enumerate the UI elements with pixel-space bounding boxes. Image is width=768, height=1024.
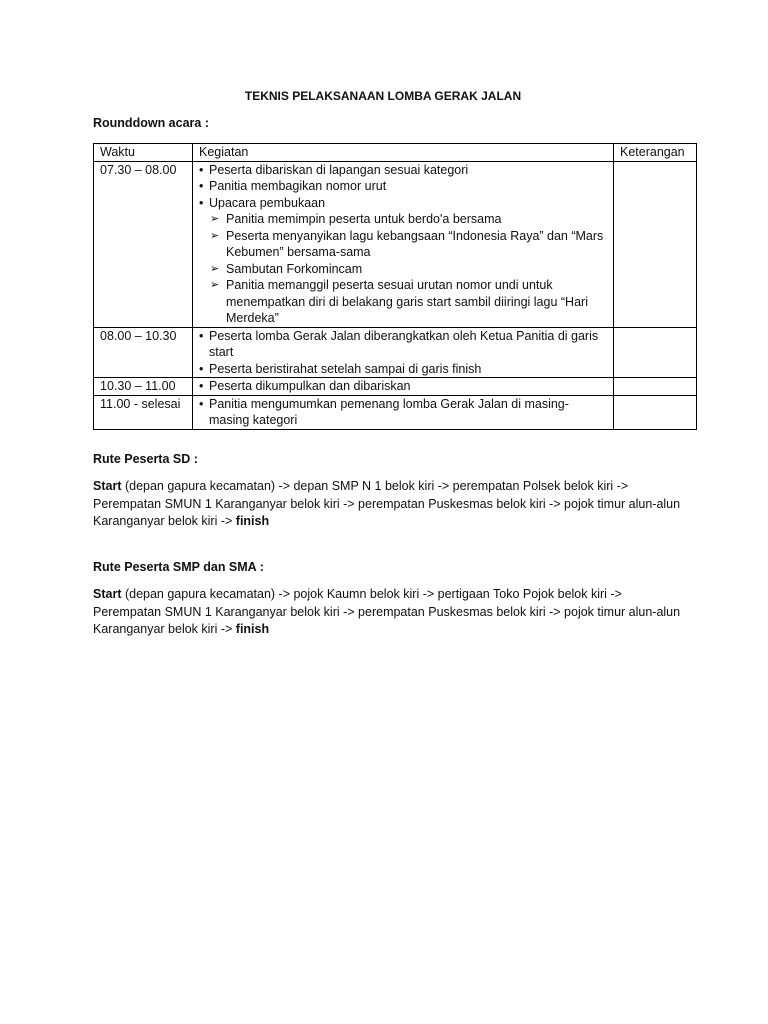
activity-item: • Peserta dibariskan di lapangan sesuai kategori [199, 162, 607, 179]
route-start-label: Start [93, 587, 122, 601]
activity-cell [193, 161, 614, 327]
table-row [94, 395, 697, 429]
route-finish-label: finish [235, 514, 270, 528]
note-cell [614, 161, 697, 327]
time-cell: 10.30 – 11.00 [94, 378, 193, 396]
sub-activity-item: ➢ Peserta menyanyikan lagu kebangsaan “Indonesia Raya” dan “Mars Kebumen” bersama-sama [199, 228, 607, 261]
activity-item [199, 195, 607, 212]
header-waktu: Waktu [94, 144, 193, 162]
route-start-label: Start [93, 479, 122, 493]
note-cell [614, 395, 697, 429]
activity-item: • Peserta dikumpulkan dan dibariskan [199, 378, 607, 395]
table-header-row [94, 144, 697, 162]
activity-item: • Peserta beristirahat setelah sampai di garis finish [199, 361, 607, 378]
route-sd-text [93, 478, 683, 531]
activity-cell [193, 395, 614, 429]
header-kegiatan: Kegiatan [193, 144, 614, 162]
sub-activity-item: ➢ Sambutan Forkomincam [199, 261, 607, 278]
activity-item: • Panitia membagikan nomor urut [199, 178, 607, 195]
route-description: (depan gapura kecamatan) -> depan SMP N 1 belok kiri -> perempatan Polsek belok kiri -> Perempatan SMUN 1 Karanganyar belok kiri -> perempatan Puskesmas belok kiri -> pojok timur alun-alun Karanganyar belok kiri -> [93, 479, 681, 528]
activity-item-text: Upacara pembukaan [209, 195, 326, 210]
table-row [94, 161, 697, 327]
rundown-label: Rounddown acara : [93, 116, 209, 130]
document-title: TEKNIS PELAKSANAAN LOMBA GERAK JALAN [244, 89, 522, 103]
activity-item: • Peserta lomba Gerak Jalan diberangkatkan oleh Ketua Panitia di garis start [199, 328, 607, 361]
route-sd-label: Rute Peserta SD : [93, 452, 198, 466]
sub-activity-item: ➢ Panitia memimpin peserta untuk berdo'a bersama [199, 211, 607, 228]
activity-cell [193, 378, 614, 396]
table-row [94, 327, 697, 378]
time-cell: 11.00 - selesai [94, 395, 193, 429]
route-smp-sma-text [93, 586, 683, 639]
route-finish-label: finish [235, 622, 270, 636]
route-smp-sma-label: Rute Peserta SMP dan SMA : [93, 560, 264, 574]
note-cell [614, 378, 697, 396]
note-cell [614, 327, 697, 378]
sub-activity-item: ➢ Panitia memanggil peserta sesuai urutan nomor undi untuk menempatkan diri di belakang garis start sambil diiringi lagu “Hari Merdeka” [199, 277, 607, 327]
activity-item: • Panitia mengumumkan pemenang lomba Gerak Jalan di masing-masing kategori [199, 396, 607, 429]
table-row [94, 378, 697, 396]
sub-activity-list [199, 211, 607, 327]
rundown-table [93, 143, 697, 430]
route-description: (depan gapura kecamatan) -> pojok Kaumn belok kiri -> pertigaan Toko Pojok belok kiri -> Perempatan SMUN 1 Karanganyar belok kiri -> perempatan Puskesmas belok kiri -> pojok timur alun-alun Karanganyar belok kiri -> [93, 587, 681, 636]
time-cell: 08.00 – 10.30 [94, 327, 193, 378]
header-keterangan: Keterangan [614, 144, 697, 162]
activity-cell [193, 327, 614, 378]
time-cell: 07.30 – 08.00 [94, 161, 193, 327]
